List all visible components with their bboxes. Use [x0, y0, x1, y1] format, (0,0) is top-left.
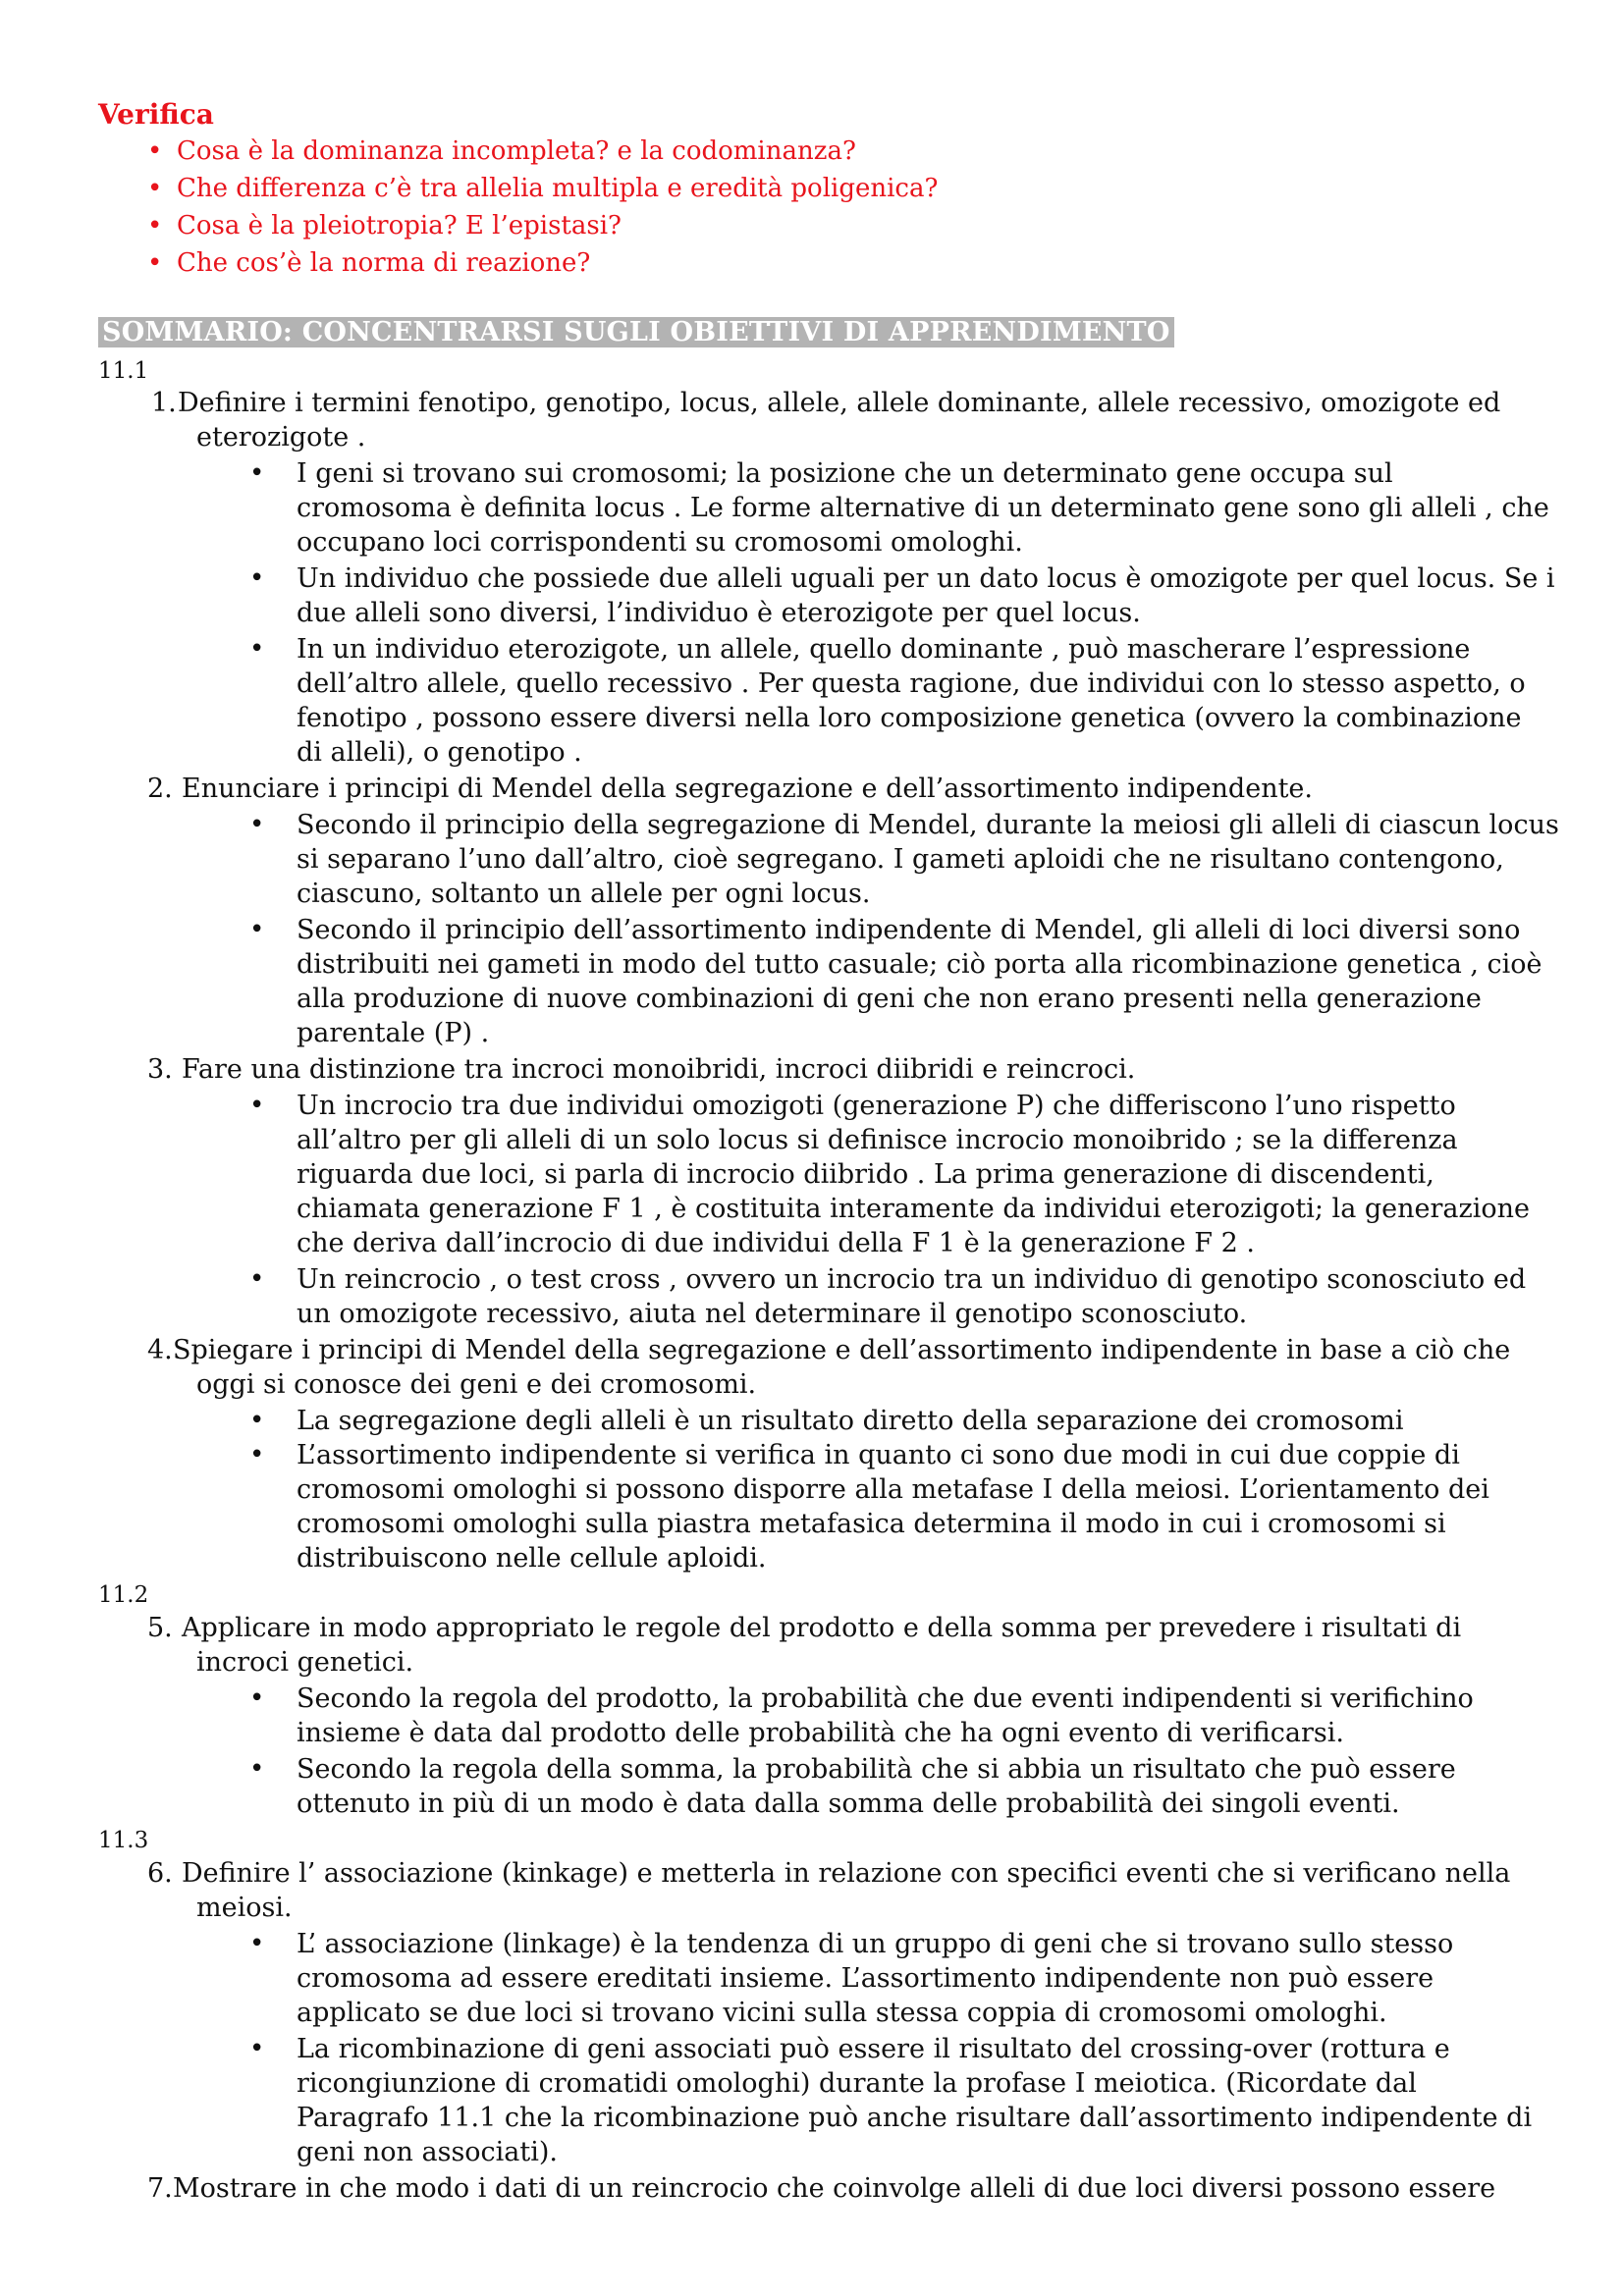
bullet-text: cromosoma è definita locus . Le forme alternative di un determinato gene sono gli alleli , che: [297, 493, 1549, 523]
bullet-text: L’assortimento indipendente si verifica in quanto ci sono due modi in cui due coppie di: [297, 1440, 1460, 1470]
objective-text: meiosi.: [196, 1893, 293, 1923]
bullet-text: cromosomi omologhi sulla piastra metafasica determina il modo in cui i cromosomi si: [297, 1509, 1446, 1539]
objective-text: eterozigote .: [196, 422, 366, 453]
objective-number: 5.: [147, 1613, 173, 1643]
bullet-text: due alleli sono diversi, l’individuo è eterozigote per quel locus.: [297, 598, 1141, 628]
bullet-text: si separano l’uno dall’altro, cioè segregano. I gameti aploidi che ne risultano contengono,: [297, 844, 1504, 875]
bullet-icon: •: [249, 1754, 265, 1784]
objective-text: incroci genetici.: [196, 1647, 414, 1678]
section-number: 11.1: [98, 358, 149, 384]
bullet-text: all’altro per gli alleli di un solo locus si definisce incrocio monoibrido ; se la differenza: [297, 1125, 1458, 1155]
bullet-text: ottenuto in più di un modo è data dalla somma delle probabilità dei singoli eventi.: [297, 1789, 1400, 1819]
objective-number: 4.: [147, 1335, 173, 1365]
bullet-text: un omozigote recessivo, aiuta nel determinare il genotipo sconosciuto.: [297, 1299, 1248, 1329]
verifica-question: • Cosa è la pleiotropia? E l’epistasi?: [147, 211, 622, 240]
summary-heading: SOMMARIO: CONCENTRARSI SUGLI OBIETTIVI DI APPRENDIMENTO: [98, 317, 1174, 347]
bullet-text: Secondo il principio dell’assortimento indipendente di Mendel, gli alleli di loci diversi sono: [297, 915, 1521, 945]
bullet-text: alla produzione di nuove combinazioni di geni che non erano presenti nella generazione: [297, 984, 1482, 1014]
objective-number: 6.: [147, 1858, 173, 1889]
bullet-text: Paragrafo 11.1 che la ricombinazione può anche risultare dall’assortimento indipendente di: [297, 2103, 1533, 2133]
bullet-text: ricongiunzione di cromatidi omologhi) durante la profase I meiotica. (Ricordate dal: [297, 2068, 1417, 2099]
bullet-icon: •: [249, 1683, 265, 1713]
bullet-text: La segregazione degli alleli è un risultato diretto della separazione dei cromosomi: [297, 1406, 1404, 1436]
bullet-text: dell’altro allele, quello recessivo . Per questa ragione, due individui con lo stesso aspetto, o: [297, 668, 1526, 699]
bullet-text: Un incrocio tra due individui omozigoti (generazione P) che differiscono l’uno rispetto: [297, 1091, 1456, 1121]
objective-number: 2.: [147, 774, 173, 804]
bullet-text: Secondo la regola della somma, la probabilità che si abbia un risultato che può essere: [297, 1754, 1456, 1785]
bullet-text: In un individuo eterozigote, un allele, quello dominante , può mascherare l’espressione: [297, 634, 1471, 665]
bullet-text: Secondo la regola del prodotto, la probabilità che due eventi indipendenti si verifichino: [297, 1683, 1474, 1714]
bullet-icon: •: [249, 1440, 265, 1469]
bullet-text: cromosoma ad essere ereditati insieme. L’assortimento indipendente non può essere: [297, 1963, 1434, 1994]
bullet-text: occupano loci corrispondenti su cromosomi omologhi.: [297, 527, 1023, 558]
bullet-text: fenotipo , possono essere diversi nella loro composizione genetica (ovvero la combinazione: [297, 703, 1522, 733]
bullet-text: di alleli), o genotipo .: [297, 737, 582, 768]
bullet-icon: •: [249, 458, 265, 488]
bullet-icon: •: [249, 634, 265, 664]
objective-text: Fare una distinzione tra incroci monoibridi, incroci diibridi e reincroci.: [182, 1054, 1136, 1085]
bullet-text: ciascuno, soltanto un allele per ogni locus.: [297, 879, 871, 909]
bullet-text: distribuiti nei gameti in modo del tutto casuale; ciò porta alla ricombinazione genetica , cioè: [297, 949, 1542, 980]
bullet-text: riguarda due loci, si parla di incrocio diibrido . La prima generazione di discendenti,: [297, 1159, 1434, 1190]
bullet-text: Un individuo che possiede due alleli uguali per un dato locus è omozigote per quel locus. Se i: [297, 563, 1555, 594]
bullet-text: distribuiscono nelle cellule aploidi.: [297, 1543, 767, 1574]
objective-text: oggi si conosce dei geni e dei cromosomi.: [196, 1369, 757, 1400]
bullet-icon: •: [249, 2034, 265, 2063]
bullet-text: Secondo il principio della segregazione di Mendel, durante la meiosi gli alleli di ciascun locus: [297, 810, 1559, 840]
bullet-icon: •: [249, 563, 265, 593]
bullet-text: che deriva dall’incrocio di due individui della F 1 è la generazione F 2 .: [297, 1228, 1255, 1258]
bullet-text: parentale (P) .: [297, 1018, 490, 1048]
bullet-icon: •: [249, 1091, 265, 1120]
objective-text: Spiegare i principi di Mendel della segregazione e dell’assortimento indipendente in base a ciò che: [173, 1335, 1511, 1365]
bullet-text: geni non associati).: [297, 2137, 559, 2167]
bullet-text: chiamata generazione F 1 , è costituita interamente da individui eterozigoti; la generazione: [297, 1194, 1530, 1224]
objective-text: Mostrare in che modo i dati di un reincrocio che coinvolge alleli di due loci diversi possono essere: [173, 2173, 1496, 2204]
objective-number: 3.: [147, 1054, 173, 1085]
section-number: 11.2: [98, 1582, 149, 1608]
bullet-icon: •: [249, 915, 265, 944]
bullet-text: I geni si trovano sui cromosomi; la posizione che un determinato gene occupa sul: [297, 458, 1393, 489]
verifica-question: • Che differenza c’è tra allelia multipla e eredità poligenica?: [147, 174, 939, 203]
verifica-title: Verifica: [98, 98, 214, 131]
bullet-icon: •: [249, 1406, 265, 1435]
bullet-icon: •: [249, 1929, 265, 1958]
section-number: 11.3: [98, 1828, 149, 1853]
bullet-text: L’ associazione (linkage) è la tendenza di un gruppo di geni che si trovano sullo stesso: [297, 1929, 1454, 1959]
bullet-text: insieme è data dal prodotto delle probabilità che ha ogni evento di verificarsi.: [297, 1718, 1344, 1748]
verifica-question: • Che cos’è la norma di reazione?: [147, 248, 591, 278]
bullet-text: cromosomi omologhi si possono disporre alla metafase I della meiosi. L’orientamento dei: [297, 1474, 1489, 1505]
bullet-icon: •: [249, 810, 265, 839]
bullet-text: La ricombinazione di geni associati può essere il risultato del crossing-over (rottura e: [297, 2034, 1450, 2064]
objective-text: Definire l’ associazione (kinkage) e metterla in relazione con specifici eventi che si verificano nella: [182, 1858, 1511, 1889]
verifica-question: • Cosa è la dominanza incompleta? e la codominanza?: [147, 136, 856, 166]
objective-text: Definire i termini fenotipo, genotipo, locus, allele, allele dominante, allele recessivo, omozigote ed: [178, 388, 1501, 418]
objective-number: 1.: [151, 388, 177, 418]
objective-number: 7.: [147, 2173, 173, 2204]
bullet-text: Un reincrocio , o test cross , ovvero un incrocio tra un individuo di genotipo sconosciuto ed: [297, 1264, 1527, 1295]
bullet-icon: •: [249, 1264, 265, 1294]
objective-text: Enunciare i principi di Mendel della segregazione e dell’assortimento indipendente.: [182, 774, 1313, 804]
bullet-text: applicato se due loci si trovano vicini sulla stessa coppia di cromosomi omologhi.: [297, 1998, 1387, 2028]
objective-text: Applicare in modo appropriato le regole del prodotto e della somma per prevedere i risultati di: [182, 1613, 1462, 1643]
